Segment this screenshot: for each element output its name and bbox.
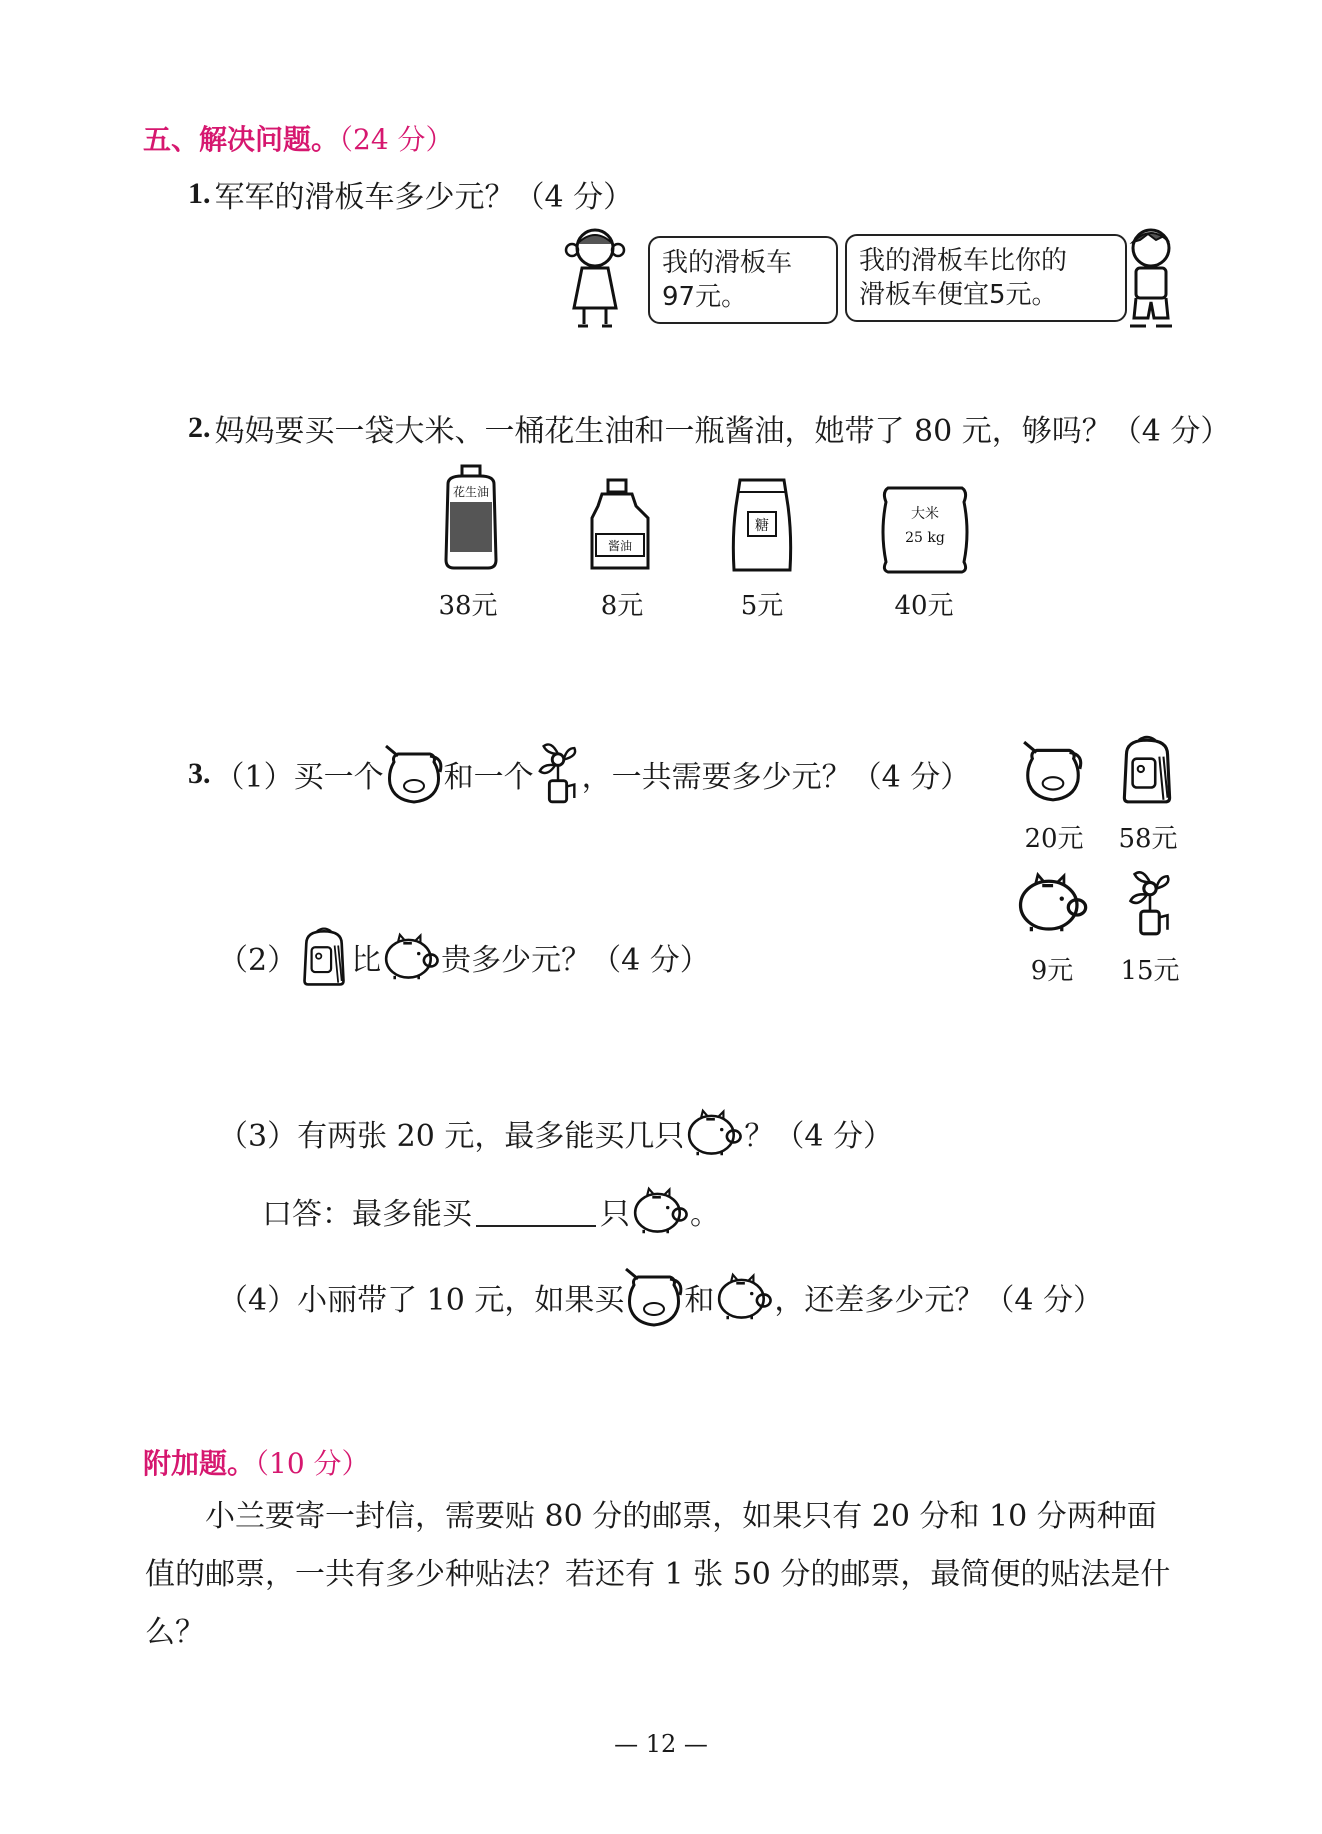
fan-icon xyxy=(1124,868,1176,940)
answer-period: 。 xyxy=(690,1197,720,1232)
boy-speech-bubble xyxy=(845,234,1127,322)
price-soy-sauce: 8元 xyxy=(600,591,644,621)
girl-icon xyxy=(560,222,630,330)
q3-p4-text-a: （4）小丽带了 10 元，如果买 xyxy=(218,1283,625,1318)
question-1-text: 军军的滑板车多少元？（4 分） xyxy=(214,180,634,215)
boy-speech-line-1: 我的滑板车比你的 xyxy=(859,246,1068,276)
girl-speech-line-2: 97元。 xyxy=(662,282,748,312)
piggy-bank-icon xyxy=(684,1108,744,1158)
question-1 xyxy=(188,172,633,216)
price-piggy-bank: 9元 xyxy=(1030,956,1074,986)
q3-p2-text-a: （2） xyxy=(218,943,298,978)
bonus-title xyxy=(143,1442,370,1482)
question-2-number: 2. xyxy=(188,411,211,444)
q3-p2-text-b: 比 xyxy=(351,943,382,978)
boy-icon xyxy=(1116,222,1186,332)
kettle-icon xyxy=(1022,738,1084,804)
price-sugar: 5元 xyxy=(740,591,784,621)
answer-unit-text: 只 xyxy=(600,1197,630,1232)
piggy-bank-icon xyxy=(630,1186,690,1236)
bonus-question-text: 小兰要寄一封信，需要贴 80 分的邮票，如果只有 20 分和 10 分两种面值的邮票，一共有多少种贴法？若还有 1 张 50 分的邮票，最简便的贴法是什么？ xyxy=(145,1499,1171,1650)
page-number: — 12 — xyxy=(614,1730,708,1758)
q3-p3-text-b: ？（4 分） xyxy=(744,1119,893,1154)
section-points: （24 分） xyxy=(339,123,454,156)
q3-p1-text-c: ，一共需要多少元？（4 分） xyxy=(581,760,971,795)
piggy-bank-icon xyxy=(714,1272,774,1322)
q3-p4-text-b: 和 xyxy=(684,1283,715,1318)
q3-p4-text-c: ，还差多少元？（4 分） xyxy=(774,1283,1103,1318)
kettle-icon xyxy=(384,742,444,806)
q3-p2-text-c: 贵多少元？（4 分） xyxy=(441,943,710,978)
answer-blank[interactable] xyxy=(476,1195,596,1227)
question-3-part-2 xyxy=(218,926,710,988)
question-3-number: 3. xyxy=(188,757,211,790)
rice-label: 大米 xyxy=(911,506,939,522)
peanut-oil-label: 花生油 xyxy=(452,485,490,499)
girl-speech-line-1: 我的滑板车 xyxy=(662,248,793,278)
peanut-oil-bottle-icon xyxy=(440,462,502,572)
price-kettle: 20元 xyxy=(1024,824,1084,854)
section-title xyxy=(143,118,454,158)
backpack-icon xyxy=(1116,734,1178,806)
boy-speech-line-2: 滑板车便宜5元。 xyxy=(859,280,1058,310)
sugar-label: 糖 xyxy=(755,518,769,534)
q3-p3-text-a: （3）有两张 20 元，最多能买几只 xyxy=(218,1119,685,1154)
price-backpack: 58元 xyxy=(1118,824,1178,854)
soy-sauce-label: 酱油 xyxy=(607,539,633,553)
kettle-icon xyxy=(624,1264,684,1330)
piggy-bank-icon xyxy=(381,932,441,982)
section-title-text: 五、解决问题。 xyxy=(143,123,340,156)
q3-p1-text-b: 和一个 xyxy=(443,760,534,795)
question-3-part-1 xyxy=(188,740,970,808)
piggy-bank-icon xyxy=(1014,872,1090,934)
question-2-text: 妈妈要买一袋大米、一桶花生油和一瓶酱油，她带了 80 元，够吗？（4 分） xyxy=(214,414,1231,449)
rice-sack-icon xyxy=(878,482,972,576)
question-3-part-3 xyxy=(218,1108,893,1158)
bonus-points: （10 分） xyxy=(255,1447,370,1480)
sugar-bag-icon xyxy=(728,476,796,576)
question-1-number: 1. xyxy=(188,177,211,210)
rice-weight: 25 kg xyxy=(905,530,945,546)
price-fan: 15元 xyxy=(1120,956,1180,986)
q3-p1-text-a: （1）买一个 xyxy=(214,760,384,795)
question-3-part-3-answer xyxy=(262,1186,720,1236)
soy-sauce-bottle-icon xyxy=(586,478,656,574)
bonus-title-text: 附加题。 xyxy=(143,1447,256,1480)
answer-prompt-text: 口答：最多能买 xyxy=(262,1197,472,1232)
girl-speech-bubble xyxy=(648,236,838,324)
backpack-icon xyxy=(297,926,351,988)
price-peanut-oil: 38元 xyxy=(438,591,498,621)
fan-icon xyxy=(534,740,582,808)
price-rice: 40元 xyxy=(894,591,954,621)
question-3-part-4 xyxy=(218,1264,1103,1330)
question-2 xyxy=(188,406,1230,450)
